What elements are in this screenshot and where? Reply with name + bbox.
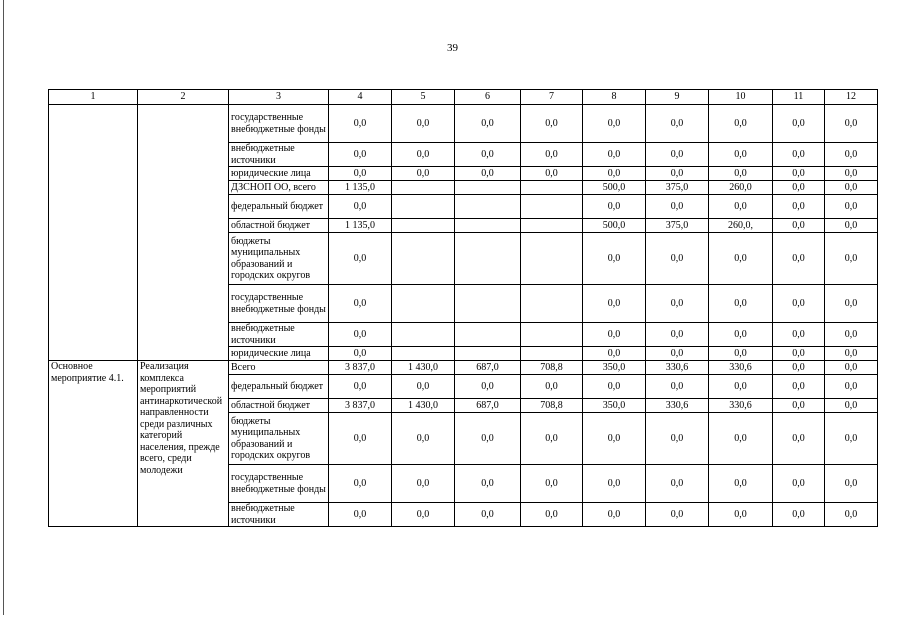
- value-cell-col-6: 687,0: [455, 361, 521, 375]
- value-cell-col-9: 0,0: [646, 465, 709, 503]
- value-cell-col-7: 0,0: [521, 465, 583, 503]
- value-cell-col-5: [392, 195, 455, 219]
- page-number: 39: [447, 42, 458, 54]
- value-cell-col-12: 0,0: [825, 195, 878, 219]
- value-cell-col-4: 0,0: [329, 167, 392, 181]
- value-cell-col-10: 0,0: [709, 233, 773, 285]
- column-header-4: 4: [329, 90, 392, 105]
- column-header-10: 10: [709, 90, 773, 105]
- value-cell-col-9: 330,6: [646, 361, 709, 375]
- value-cell-col-5: 0,0: [392, 105, 455, 143]
- value-cell-col-4: 0,0: [329, 347, 392, 361]
- value-cell-col-9: 0,0: [646, 503, 709, 527]
- value-cell-col-9: 0,0: [646, 323, 709, 347]
- value-cell-col-4: 0,0: [329, 375, 392, 399]
- value-cell-col-11: 0,0: [773, 347, 825, 361]
- value-cell-col-8: 0,0: [583, 323, 646, 347]
- value-cell-col-6: 0,0: [455, 465, 521, 503]
- funding-source: государственные внебюджетные фонды: [229, 465, 329, 503]
- value-cell-col-9: 0,0: [646, 285, 709, 323]
- value-cell-col-4: 3 837,0: [329, 399, 392, 413]
- value-cell-col-4: 0,0: [329, 323, 392, 347]
- value-cell-col-4: 0,0: [329, 105, 392, 143]
- value-cell-col-10: 0,0: [709, 167, 773, 181]
- value-cell-col-12: 0,0: [825, 143, 878, 167]
- value-cell-col-5: 1 430,0: [392, 399, 455, 413]
- value-cell-col-10: 0,0: [709, 285, 773, 323]
- value-cell-col-8: 0,0: [583, 413, 646, 465]
- value-cell-col-8: 0,0: [583, 347, 646, 361]
- value-cell-col-4: 0,0: [329, 413, 392, 465]
- value-cell-col-6: 0,0: [455, 143, 521, 167]
- value-cell-col-7: [521, 323, 583, 347]
- funding-source: Всего: [229, 361, 329, 375]
- value-cell-col-11: 0,0: [773, 361, 825, 375]
- table-row: [49, 105, 878, 143]
- value-cell-col-7: 0,0: [521, 167, 583, 181]
- value-cell-col-6: [455, 181, 521, 195]
- value-cell-col-9: 375,0: [646, 219, 709, 233]
- value-cell-col-5: 0,0: [392, 465, 455, 503]
- value-cell-col-12: 0,0: [825, 399, 878, 413]
- value-cell-col-8: 0,0: [583, 105, 646, 143]
- value-cell-col-4: 0,0: [329, 233, 392, 285]
- value-cell-col-8: 0,0: [583, 195, 646, 219]
- column-header-5: 5: [392, 90, 455, 105]
- value-cell-col-10: 0,0: [709, 195, 773, 219]
- funding-source: государственные внебюджетные фонды: [229, 285, 329, 323]
- value-cell-col-11: 0,0: [773, 143, 825, 167]
- value-cell-col-5: [392, 233, 455, 285]
- funding-source: областной бюджет: [229, 219, 329, 233]
- value-cell-col-6: 0,0: [455, 503, 521, 527]
- funding-source: федеральный бюджет: [229, 195, 329, 219]
- value-cell-col-7: [521, 181, 583, 195]
- funding-source: областной бюджет: [229, 399, 329, 413]
- description-cell-continued: [138, 105, 229, 361]
- header-row: [49, 90, 878, 105]
- value-cell-col-4: 0,0: [329, 503, 392, 527]
- value-cell-col-6: 0,0: [455, 413, 521, 465]
- value-cell-col-11: 0,0: [773, 413, 825, 465]
- value-cell-col-11: 0,0: [773, 195, 825, 219]
- value-cell-col-9: 0,0: [646, 347, 709, 361]
- value-cell-col-11: 0,0: [773, 503, 825, 527]
- value-cell-col-11: 0,0: [773, 105, 825, 143]
- value-cell-col-9: 0,0: [646, 143, 709, 167]
- value-cell-col-4: 1 135,0: [329, 181, 392, 195]
- value-cell-col-11: 0,0: [773, 399, 825, 413]
- value-cell-col-10: 0,0: [709, 323, 773, 347]
- value-cell-col-9: 0,0: [646, 413, 709, 465]
- value-cell-col-6: 0,0: [455, 375, 521, 399]
- value-cell-col-7: 708,8: [521, 399, 583, 413]
- value-cell-col-8: 0,0: [583, 143, 646, 167]
- value-cell-col-6: 0,0: [455, 167, 521, 181]
- value-cell-col-5: 0,0: [392, 143, 455, 167]
- value-cell-col-12: 0,0: [825, 413, 878, 465]
- value-cell-col-12: 0,0: [825, 233, 878, 285]
- value-cell-col-12: 0,0: [825, 323, 878, 347]
- value-cell-col-6: 687,0: [455, 399, 521, 413]
- value-cell-col-8: 350,0: [583, 399, 646, 413]
- value-cell-col-7: [521, 195, 583, 219]
- value-cell-col-5: 0,0: [392, 167, 455, 181]
- value-cell-col-11: 0,0: [773, 219, 825, 233]
- page-edge-line: [3, 0, 4, 615]
- value-cell-col-12: 0,0: [825, 181, 878, 195]
- value-cell-col-5: 0,0: [392, 503, 455, 527]
- value-cell-col-5: 0,0: [392, 413, 455, 465]
- value-cell-col-10: 0,0: [709, 347, 773, 361]
- funding-source: бюджеты муниципальных образований и городских округов: [229, 413, 329, 465]
- value-cell-col-12: 0,0: [825, 105, 878, 143]
- value-cell-col-9: 375,0: [646, 181, 709, 195]
- funding-source: внебюджетные источники: [229, 503, 329, 527]
- value-cell-col-10: 330,6: [709, 399, 773, 413]
- value-cell-col-7: 0,0: [521, 375, 583, 399]
- value-cell-col-10: 0,0: [709, 375, 773, 399]
- budget-table: [48, 89, 878, 527]
- column-header-1: 1: [49, 90, 138, 105]
- value-cell-col-6: 0,0: [455, 105, 521, 143]
- table-row: [49, 361, 878, 375]
- value-cell-col-11: 0,0: [773, 323, 825, 347]
- value-cell-col-10: 330,6: [709, 361, 773, 375]
- value-cell-col-10: 0,0: [709, 143, 773, 167]
- column-header-9: 9: [646, 90, 709, 105]
- value-cell-col-6: [455, 233, 521, 285]
- value-cell-col-7: [521, 285, 583, 323]
- funding-source: внебюджетные источники: [229, 323, 329, 347]
- value-cell-col-8: 0,0: [583, 503, 646, 527]
- value-cell-col-7: [521, 233, 583, 285]
- activity-description: Реализация комплекса мероприятий антинаркотической направленности среди различных категорий населения, прежде всего, среди молодежи: [138, 361, 229, 527]
- value-cell-col-6: [455, 285, 521, 323]
- value-cell-col-12: 0,0: [825, 167, 878, 181]
- value-cell-col-7: 0,0: [521, 503, 583, 527]
- column-header-12: 12: [825, 90, 878, 105]
- value-cell-col-12: 0,0: [825, 361, 878, 375]
- value-cell-col-6: [455, 219, 521, 233]
- value-cell-col-11: 0,0: [773, 285, 825, 323]
- value-cell-col-8: 0,0: [583, 465, 646, 503]
- value-cell-col-7: 0,0: [521, 105, 583, 143]
- value-cell-col-8: 0,0: [583, 233, 646, 285]
- value-cell-col-5: [392, 219, 455, 233]
- value-cell-col-6: [455, 347, 521, 361]
- value-cell-col-11: 0,0: [773, 375, 825, 399]
- value-cell-col-12: 0,0: [825, 375, 878, 399]
- value-cell-col-12: 0,0: [825, 285, 878, 323]
- value-cell-col-10: 0,0: [709, 503, 773, 527]
- value-cell-col-12: 0,0: [825, 219, 878, 233]
- activity-cell-continued: [49, 105, 138, 361]
- value-cell-col-5: [392, 323, 455, 347]
- value-cell-col-10: 260,0,: [709, 219, 773, 233]
- value-cell-col-9: 0,0: [646, 195, 709, 219]
- value-cell-col-12: 0,0: [825, 347, 878, 361]
- value-cell-col-9: 0,0: [646, 233, 709, 285]
- value-cell-col-5: [392, 347, 455, 361]
- value-cell-col-10: 0,0: [709, 465, 773, 503]
- value-cell-col-12: 0,0: [825, 503, 878, 527]
- value-cell-col-9: 330,6: [646, 399, 709, 413]
- value-cell-col-10: 0,0: [709, 413, 773, 465]
- value-cell-col-8: 350,0: [583, 361, 646, 375]
- value-cell-col-8: 500,0: [583, 219, 646, 233]
- value-cell-col-10: 0,0: [709, 105, 773, 143]
- value-cell-col-7: [521, 347, 583, 361]
- value-cell-col-11: 0,0: [773, 167, 825, 181]
- funding-source: юридические лица: [229, 347, 329, 361]
- value-cell-col-7: [521, 219, 583, 233]
- value-cell-col-4: 0,0: [329, 465, 392, 503]
- value-cell-col-9: 0,0: [646, 167, 709, 181]
- funding-source: бюджеты муниципальных образований и городских округов: [229, 233, 329, 285]
- value-cell-col-10: 260,0: [709, 181, 773, 195]
- funding-source: федеральный бюджет: [229, 375, 329, 399]
- funding-source: юридические лица: [229, 167, 329, 181]
- value-cell-col-9: 0,0: [646, 375, 709, 399]
- value-cell-col-4: 0,0: [329, 195, 392, 219]
- value-cell-col-12: 0,0: [825, 465, 878, 503]
- value-cell-col-5: 0,0: [392, 375, 455, 399]
- value-cell-col-11: 0,0: [773, 233, 825, 285]
- value-cell-col-4: 0,0: [329, 285, 392, 323]
- column-header-2: 2: [138, 90, 229, 105]
- value-cell-col-5: 1 430,0: [392, 361, 455, 375]
- value-cell-col-6: [455, 323, 521, 347]
- value-cell-col-11: 0,0: [773, 465, 825, 503]
- funding-source: внебюджетные источники: [229, 143, 329, 167]
- funding-source: ДЗСНОП ОО, всего: [229, 181, 329, 195]
- column-header-8: 8: [583, 90, 646, 105]
- value-cell-col-8: 0,0: [583, 375, 646, 399]
- value-cell-col-9: 0,0: [646, 105, 709, 143]
- value-cell-col-4: 0,0: [329, 143, 392, 167]
- value-cell-col-7: 0,0: [521, 413, 583, 465]
- value-cell-col-8: 0,0: [583, 167, 646, 181]
- value-cell-col-8: 500,0: [583, 181, 646, 195]
- column-header-7: 7: [521, 90, 583, 105]
- value-cell-col-6: [455, 195, 521, 219]
- value-cell-col-11: 0,0: [773, 181, 825, 195]
- value-cell-col-4: 3 837,0: [329, 361, 392, 375]
- value-cell-col-7: 0,0: [521, 143, 583, 167]
- column-header-11: 11: [773, 90, 825, 105]
- activity-label: Основное мероприятие 4.1.: [49, 361, 138, 527]
- column-header-3: 3: [229, 90, 329, 105]
- funding-source: государственные внебюджетные фонды: [229, 105, 329, 143]
- value-cell-col-7: 708,8: [521, 361, 583, 375]
- column-header-6: 6: [455, 90, 521, 105]
- value-cell-col-4: 1 135,0: [329, 219, 392, 233]
- value-cell-col-5: [392, 285, 455, 323]
- value-cell-col-5: [392, 181, 455, 195]
- value-cell-col-8: 0,0: [583, 285, 646, 323]
